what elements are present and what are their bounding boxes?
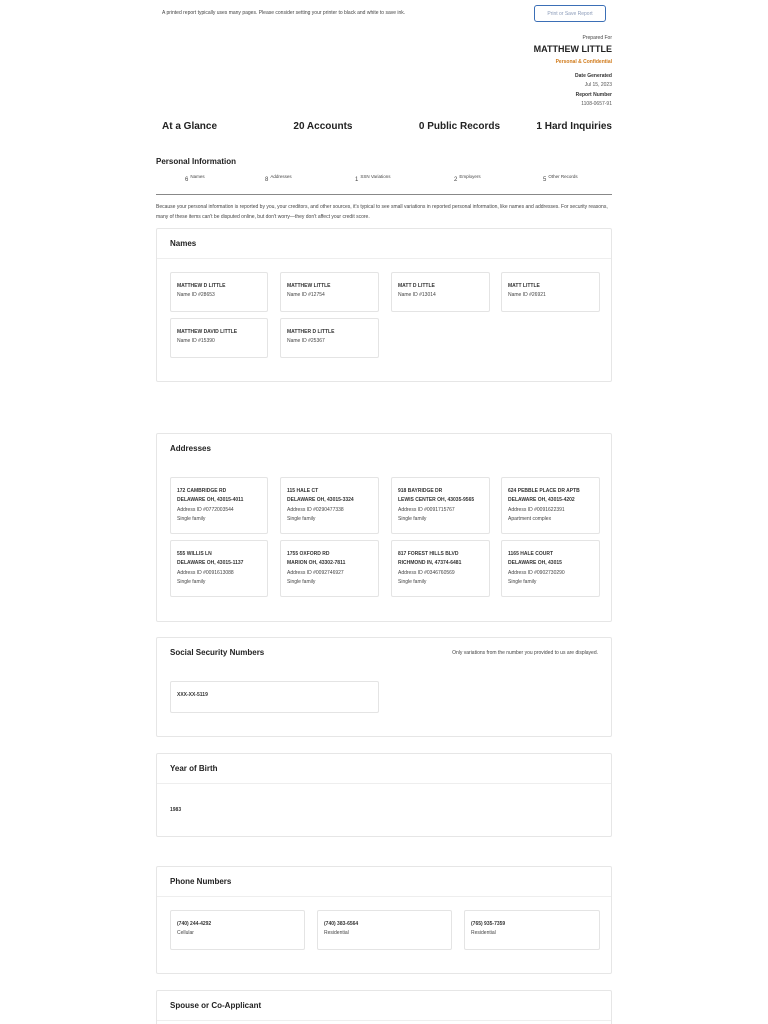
names-title [157,229,611,259]
phone-number: (740) 383-6564 [324,921,359,927]
accounts-count[interactable]: 20 Accounts [293,121,353,132]
names-section [156,228,612,382]
address-line1: 172 CAMBRIDGE RD [177,488,227,494]
name-value: MATTHEW DAVID LITTLE [177,329,238,335]
address-line1: 1165 HALE COURT [508,551,554,557]
section-title: Spouse or Co-Applicant [170,1001,262,1010]
address-card[interactable] [170,540,268,597]
addresses-title [157,434,611,462]
stat-label: Employers [459,174,481,179]
address-card[interactable] [501,540,600,597]
name-card[interactable] [391,272,490,312]
address-line1: 624 PEBBLE PLACE DR APTB [508,488,580,494]
phone-type: Residential [471,930,496,936]
phone-card[interactable] [170,910,305,950]
print-notice: A printed report typically uses many pages. Please consider setting your printer to black and white to save ink. [162,10,406,16]
name-id: Name ID #12754 [287,292,325,298]
stat-number: 8 [265,177,269,183]
section-title: Names [170,239,197,248]
address-card[interactable] [280,477,379,534]
name-value: MATT D LITTLE [398,283,435,289]
spouse-title [157,991,611,1021]
ssn-card[interactable] [170,681,379,713]
address-type: Single family [177,516,206,522]
name-card[interactable] [170,272,268,312]
name-card[interactable] [280,272,379,312]
address-line1: 1755 OXFORD RD [287,551,330,557]
section-title: Phone Numbers [170,877,232,886]
address-id: Address ID #0290477338 [287,507,344,513]
personal-information-description: Because your personal information is reported by you, your creditors, and other sources, it's typical to see small variations in reported personal information, like names and addresses. For security reasons, many of these items can't be disputed online, but don't worry—they don't affect your credit score. [156,204,608,220]
year-of-birth-value: 1983 [170,807,182,813]
stat-ssn[interactable] [355,174,391,183]
stat-addresses[interactable] [265,174,292,183]
addresses-section [156,433,612,622]
name-id: Name ID #13014 [398,292,436,298]
ssn-value: XXX-XX-5119 [177,692,208,698]
phone-number: (740) 244-4292 [177,921,212,927]
name-value: MATTHEW LITTLE [287,283,331,289]
address-id: Address ID #0346760569 [398,570,455,576]
address-type: Single family [398,579,427,585]
phone-card[interactable] [317,910,452,950]
address-card[interactable] [170,477,268,534]
address-card[interactable] [391,477,490,534]
stat-number: 5 [543,177,547,183]
stat-label: SSN Variations [360,174,391,179]
address-id: Address ID #0091715767 [398,507,455,513]
name-card[interactable] [501,272,600,312]
ssn-note: Only variations from the number you provided to us are displayed. [452,650,598,656]
name-id: Name ID #25367 [287,338,325,344]
phone-card[interactable] [464,910,600,950]
address-line1: 555 WILLIS LN [177,551,212,557]
personal-information-stats [156,174,612,188]
ssn-section [156,637,612,737]
name-id: Name ID #15390 [177,338,215,344]
personal-information-title: Personal Information [156,157,237,166]
address-id: Address ID #0772003544 [177,507,234,513]
name-card[interactable] [170,318,268,358]
name-value: MATTHEW D LITTLE [177,283,226,289]
report-number-value: 1108-0657-91 [581,101,612,107]
phone-number: (765) 935-7359 [471,921,506,927]
phone-numbers-title [157,867,611,897]
date-generated-value: Jul 15, 2023 [584,82,612,88]
report-number-label: Report Number [575,92,612,98]
address-line1: 918 BAYRIDGE DR [398,488,443,494]
address-line2: DELAWARE OH, 43015-3324 [287,497,354,503]
section-title: Year of Birth [170,764,218,773]
address-type: Single family [508,579,537,585]
address-type: Single family [287,579,316,585]
spouse-section [156,990,612,1024]
address-line1: 817 FOREST HILLS BLVD [398,551,459,557]
stat-label: Other Records [548,174,578,179]
phone-numbers-section [156,866,612,974]
name-id: Name ID #28653 [177,292,215,298]
stat-number: 2 [454,177,458,183]
address-line2: LEWIS CENTER OH, 43035-9565 [398,497,475,503]
prepared-for-block [412,35,612,107]
phone-type: Cellular [177,930,194,936]
address-line2: DELAWARE OH, 43015-4202 [508,497,575,503]
print-report-button[interactable]: Print or Save Report [534,5,606,22]
address-line1: 115 HALE CT [287,488,319,494]
address-line2: DELAWARE OH, 43015 [508,560,562,566]
stat-other-records[interactable] [543,174,578,183]
at-a-glance-title: At a Glance [162,121,218,132]
address-line2: RICHMOND IN, 47374-6481 [398,560,462,566]
year-of-birth-section [156,753,612,837]
address-card[interactable] [280,540,379,597]
address-type: Apartment complex [508,516,552,522]
name-value: MATT LITTLE [508,283,540,289]
public-records-count[interactable]: 0 Public Records [418,121,501,132]
name-id: Name ID #26921 [508,292,546,298]
confidential-label: Personal & Confidential [555,59,612,65]
hard-inquiries-count[interactable]: 1 Hard Inquiries [536,121,612,132]
name-card[interactable] [280,318,379,358]
divider [156,194,612,195]
ssn-title [157,638,611,666]
address-id: Address ID #0091622391 [508,507,565,513]
address-type: Single family [177,579,206,585]
address-id: Address ID #0092746927 [287,570,344,576]
address-type: Single family [398,516,427,522]
address-line2: DELAWARE OH, 43015-4011 [177,497,244,503]
prepared-for-label: Prepared For [582,35,612,41]
phone-type: Residential [324,930,349,936]
address-card[interactable] [391,540,490,597]
stat-names[interactable] [185,174,205,183]
address-id: Address ID #0902730290 [508,570,565,576]
address-card[interactable] [501,477,600,534]
section-title: Social Security Numbers [170,647,265,657]
address-id: Address ID #0091613088 [177,570,234,576]
address-type: Single family [287,516,316,522]
date-generated-label: Date Generated [575,73,612,79]
section-title: Addresses [170,443,211,453]
prepared-for-name: MATTHEW LITTLE [533,44,612,54]
year-of-birth-title [157,754,611,784]
stat-label: Names [190,174,205,179]
stat-label: Addresses [270,174,292,179]
address-line2: DELAWARE OH, 43015-1137 [177,560,244,566]
stat-employers[interactable] [454,174,481,183]
address-line2: MARION OH, 43302-7811 [287,560,346,566]
stat-number: 1 [355,177,359,183]
stat-number: 6 [185,177,189,183]
name-value: MATTHER D LITTLE [287,329,335,335]
at-a-glance-bar [156,121,612,132]
